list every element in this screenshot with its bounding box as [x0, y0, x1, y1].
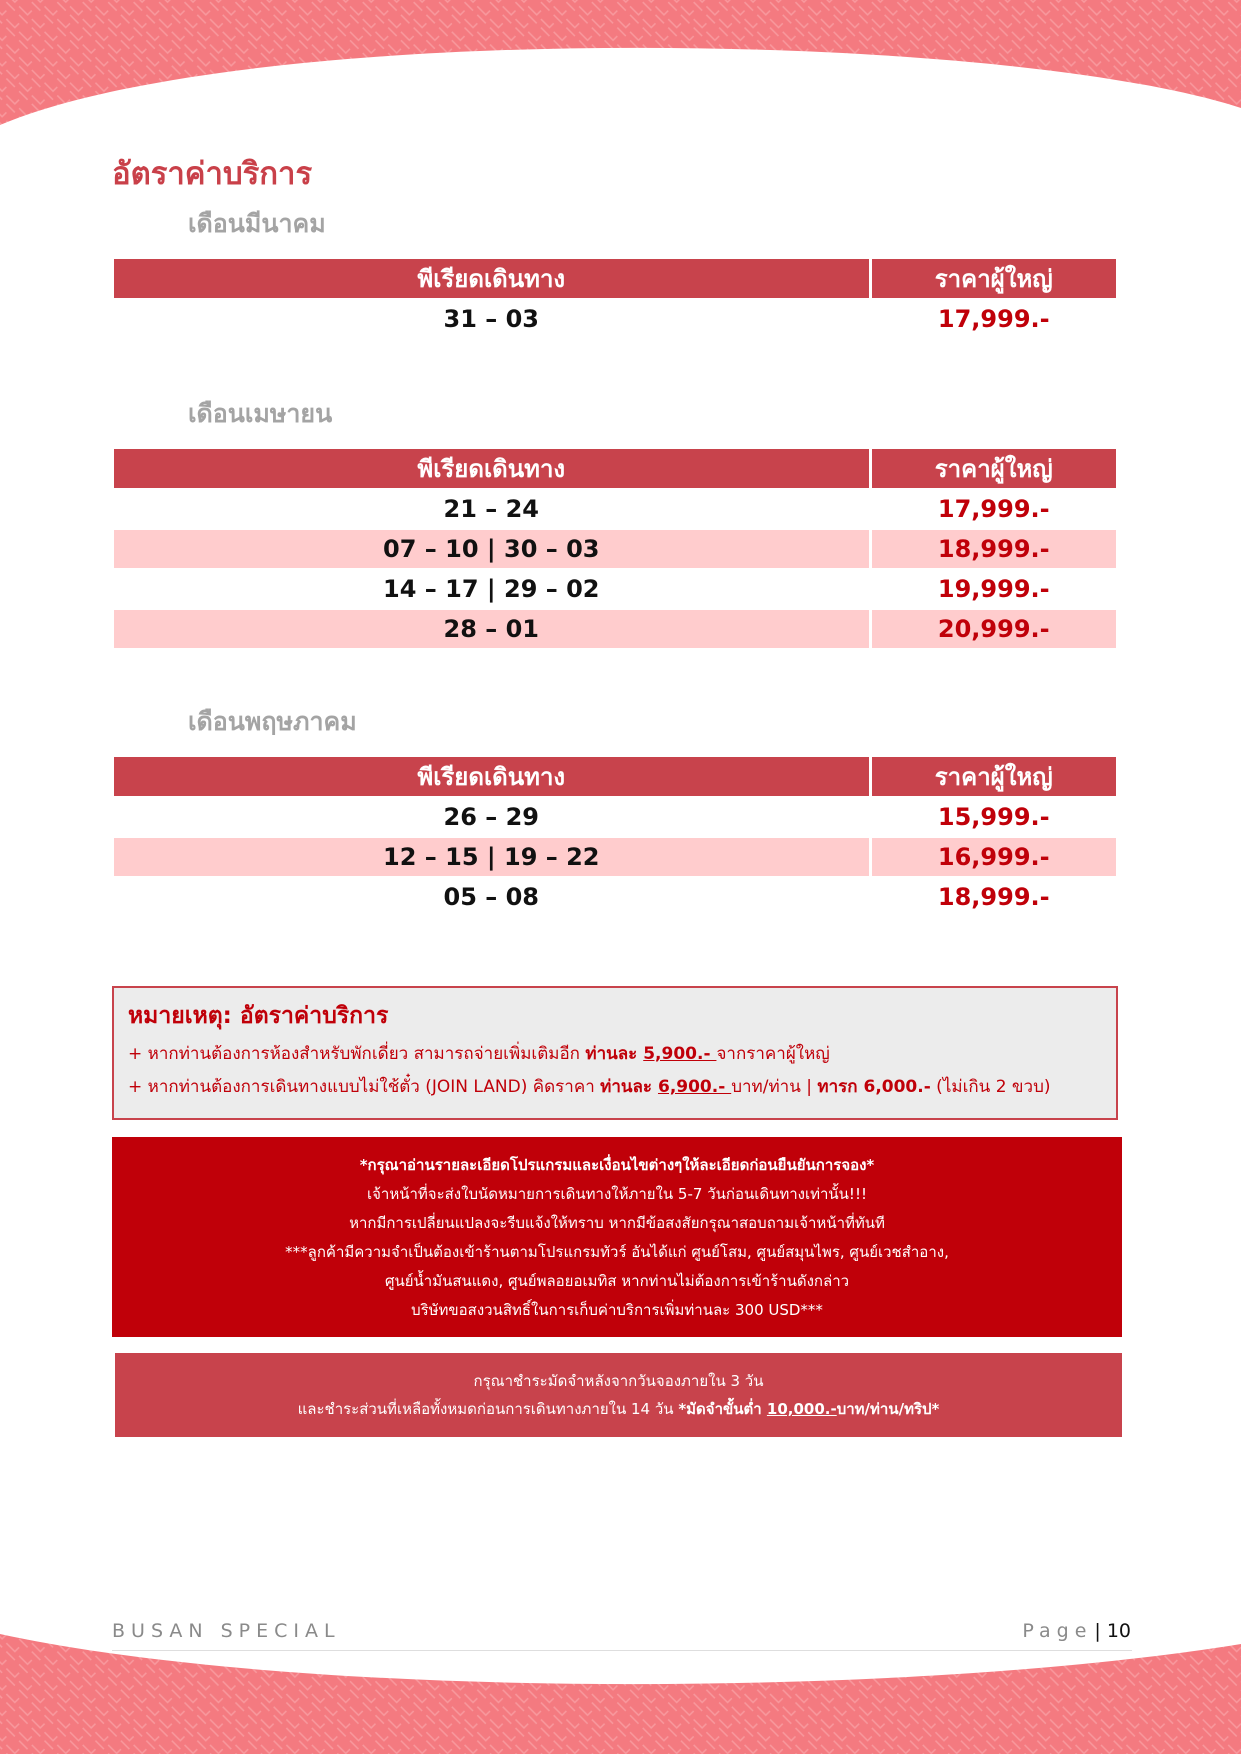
table-row [114, 836, 1116, 876]
price-cell: 17,999.- [872, 298, 1116, 338]
notice-line: ศูนย์น้ำมันสนแดง, ศูนย์พลอยอเมทิส หากท่านไม่ต้องการเข้าร้านดังกล่าว [384, 1272, 850, 1290]
price-column-header: ราคาผู้ใหญ่ [872, 449, 1116, 488]
period-column-header: พีเรียดเดินทาง [114, 259, 869, 298]
note-title: หมายเหตุ: อัตราค่าบริการ [128, 1003, 389, 1029]
join-land-note [128, 1071, 1102, 1104]
table-row [114, 298, 1116, 338]
note-text: (ไม่เกิน 2 ขวบ) [930, 1077, 1051, 1097]
price-cell: 17,999.- [872, 488, 1116, 528]
price-cell: 15,999.- [872, 796, 1116, 836]
month-title: เดือนมีนาคม [188, 209, 326, 238]
note-text: บาท/ท่าน | [731, 1077, 818, 1097]
month-title: เดือนเมษายน [188, 399, 333, 428]
table-row [114, 528, 1116, 568]
footer-divider [112, 1650, 1132, 1651]
rate-table-march [111, 259, 1119, 338]
note-bold-text: ท่านละ [585, 1044, 644, 1064]
bottom-wave-decoration [0, 1624, 1241, 1754]
notice-line: เจ้าหน้าที่จะส่งใบนัดหมายการเดินทางให้ภายใน 5-7 วันก่อนเดินทางเท่านั้น!!! [367, 1185, 867, 1203]
notice-line: บริษัทขอสงวนสิทธิ์ในการเก็บค่าบริการเพิ่มท่านละ 300 USD*** [411, 1301, 823, 1319]
period-cell: 12 – 15 | 19 – 22 [114, 836, 869, 876]
note-text: + หากท่านต้องการห้องสำหรับพักเดี่ยว สามารถจ่ายเพิ่มเติมอีก [128, 1044, 586, 1064]
table-row [114, 796, 1116, 836]
period-column-header: พีเรียดเดินทาง [114, 757, 869, 796]
note-bold-text: ท่านละ [600, 1077, 658, 1097]
period-cell: 31 – 03 [114, 298, 869, 338]
join-land-amount: 6,900.- [657, 1077, 732, 1097]
page-number: 10 [1106, 1620, 1131, 1642]
table-row [114, 876, 1116, 916]
rate-note-box [112, 986, 1118, 1120]
price-column-header: ราคาผู้ใหญ่ [872, 259, 1116, 298]
payment-text: และชำระส่วนที่เหลือทั้งหมดก่อนการเดินทางภายใน 14 วัน [297, 1400, 679, 1418]
table-header-row [114, 757, 1116, 796]
deposit-label: *มัดจำขั้นต่ำ [678, 1400, 767, 1418]
period-cell: 28 – 01 [114, 608, 869, 648]
price-cell: 18,999.- [872, 876, 1116, 916]
footer-brand: BUSAN SPECIAL [112, 1620, 341, 1642]
single-room-amount: 5,900.- [643, 1044, 717, 1064]
page-indicator [1022, 1620, 1131, 1642]
rate-table-may [111, 757, 1119, 916]
infant-price: ทารก 6,000.- [817, 1077, 931, 1097]
payment-terms-box [115, 1353, 1122, 1437]
period-cell: 14 – 17 | 29 – 02 [114, 568, 869, 608]
notice-line: หากมีการเปลี่ยนแปลงจะรีบแจ้งให้ทราบ หากมีข้อสงสัยกรุณาสอบถามเจ้าหน้าที่ทันที [349, 1214, 885, 1232]
price-cell: 19,999.- [872, 568, 1116, 608]
price-cell: 18,999.- [872, 528, 1116, 568]
notice-line: *กรุณาอ่านรายละเอียดโปรแกรมและเงื่อนไขต่างๆให้ละเอียดก่อนยืนยันการจอง* [359, 1156, 875, 1174]
price-cell: 20,999.- [872, 608, 1116, 648]
table-row [114, 488, 1116, 528]
single-room-note [128, 1038, 1102, 1071]
note-text: + หากท่านต้องการเดินทางแบบไม่ใช้ตั๋ว (JOIN LAND) คิดราคา [128, 1077, 601, 1097]
period-cell: 05 – 08 [114, 876, 869, 916]
payment-line: กรุณาชำระมัดจำหลังจากวันจองภายใน 3 วัน [473, 1372, 764, 1390]
table-row [114, 568, 1116, 608]
section-may [114, 703, 1116, 916]
section-march [114, 205, 1116, 338]
month-title: เดือนพฤษภาคม [188, 707, 357, 736]
page-title: อัตราค่าบริการ [112, 156, 313, 192]
page-separator: | [1094, 1620, 1101, 1642]
top-wave-decoration [0, 0, 1241, 130]
period-cell: 26 – 29 [114, 796, 869, 836]
notice-line: ***ลูกค้ามีความจำเป็นต้องเข้าร้านตามโปรแกรมทัวร์ อันได้แก่ ศูนย์โสม, ศูนย์สมุนไพร, ศูนย์เวชสำอาง, [285, 1243, 949, 1261]
table-row [114, 608, 1116, 648]
table-header-row [114, 449, 1116, 488]
deposit-amount: 10,000.- [766, 1400, 837, 1418]
booking-notice-box [112, 1137, 1122, 1337]
page-label: Page [1022, 1620, 1093, 1642]
table-header-row [114, 259, 1116, 298]
period-cell: 07 – 10 | 30 – 03 [114, 528, 869, 568]
note-text: จากราคาผู้ใหญ่ [716, 1044, 830, 1064]
price-column-header: ราคาผู้ใหญ่ [872, 757, 1116, 796]
deposit-unit: บาท/ท่าน/ทริป* [836, 1400, 940, 1418]
section-april [114, 395, 1116, 648]
rate-table-april [111, 449, 1119, 648]
period-cell: 21 – 24 [114, 488, 869, 528]
payment-line [115, 1395, 1122, 1423]
period-column-header: พีเรียดเดินทาง [114, 449, 869, 488]
price-cell: 16,999.- [872, 836, 1116, 876]
